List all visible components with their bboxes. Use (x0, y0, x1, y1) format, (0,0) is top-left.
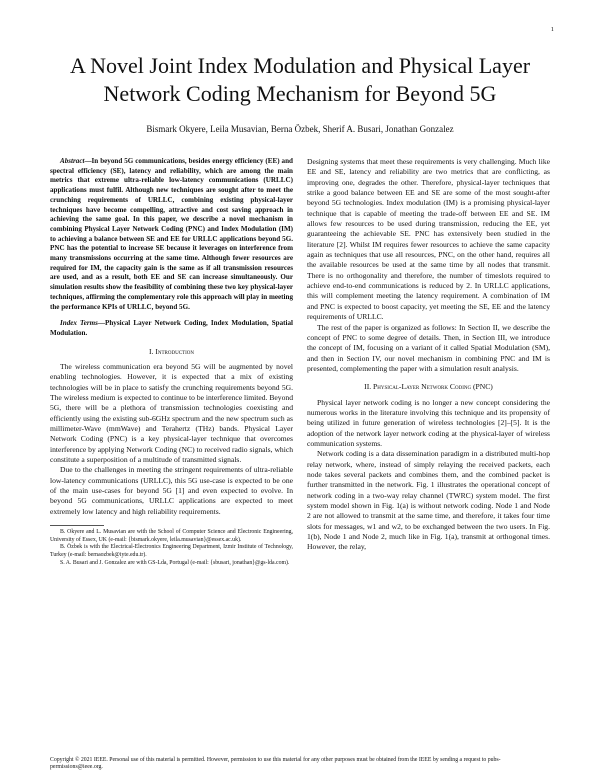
index-terms-text: Physical Layer Network Coding, Index Modulation, Spatial Modulation. (50, 319, 293, 337)
section-heading-introduction: I. Introduction (149, 346, 194, 356)
author-list: Bismark Okyere, Leila Musavian, Berna Özbek, Sherif A. Busari, Jonathan Gonzalez (146, 124, 454, 134)
intro-paragraph-4: The rest of the paper is organized as follows: In Section II, we describe the concept of PNC to some degree of details. Then, in Section III, we introduce the concept of IM, focusing on a variant of it called Spatial Modulation (SM), and then in Section IV, our novel mechanism in combining PNC and IM is presented, complementing the paper with a simulation result analysis. (307, 322, 550, 373)
left-column (50, 157, 293, 567)
pnc-paragraph-1: Physical layer network coding is no longer a new concept considering the numerous works in the literature involving this technique and its propensity of being utilized in future generation of wireless technologies [2]–[5]. It is the adoption of the network layer network coding at the physical-layer of wireless communication systems. (307, 397, 550, 448)
paper-title: A Novel Joint Index Modulation and Physical Layer Network Coding Mechanism for Beyond 5G (69, 53, 531, 106)
section-heading-pnc: II. Physical-Layer Network Coding (PNC) (364, 382, 493, 392)
page-number: 1 (550, 26, 554, 33)
footnote-2: B. Özbek is with the Electrical-Electronics Engineering Department, Izmir Institute of Technology, Turkey (e-mail: bernaozbek@iyte.edu.tr). (50, 544, 293, 558)
index-terms (50, 319, 293, 338)
intro-paragraph-1: The wireless communication era beyond 5G will be augmented by novel enabling technologies. However, it is expected that a mix of existing technologies will be in place to satisfy the crunching requirements beyond 5G. The wireless medium is expected to continue to be interference limited. Beyond 5G, there will be a plethora of transmission technologies coexisting and efficiently using the existing sub-6GHz spectrum and the new spectrum such as millimeter-Wave (mmWave) and Terahertz (THz) bands. Physical Layer Network Coding (PNC) is a key physical-layer technique that overcomes interference by applying Network Coding (NC) to received radio signals, which constitute a superposition of a multitude of transmitted signals. (50, 362, 293, 465)
footnote-3: S. A. Busari and J. Gonzalez are with GS-Lda, Portugal (e-mail: {sbusari, jonathan}@gs-lda.com). (60, 559, 290, 566)
footnote-rule (50, 525, 104, 526)
copyright-notice: Copyright © 2021 IEEE. Personal use of this material is permitted. However, permission to use this material for any other purposes must be obtained from the IEEE by sending a request to pubs-permissions@ieee.org. (50, 757, 501, 771)
abstract-text: In beyond 5G communications, besides energy efficiency (EE) and spectral efficiency (SE), latency and reliability, which are among the main metrics that extreme ultra-reliable low-latency communications (URLLC) applications must fulfil. Although new techniques are sought after to meet the crunching requirements of URLLC, combining existing physical-layer techniques have become compelling, attractive and cost saving approach in achieving the same goal. In this paper, we describe a novel mechanism in combining Physical Layer Network Coding (PNC) and Index Modulation (IM) to achieving a balance between SE and EE for URLLC applications beyond 5G. PNC has the potential to increase SE because it leverages on interference from many transmissions occurring at the same time. Although fewer resources are required for IM, the capacity gain is the same as if all transmission resources are used, and as a result, both EE and SE can increase simultaneously. Our simulation results show the feasibility of combining these two key physical-layer techniques, affirming the complementary role this approach will play in meeting the performance KPIs of URLLC, beyond 5G. (50, 157, 293, 311)
index-terms-label: Index Terms (60, 319, 98, 328)
abstract-dash: — (84, 157, 92, 165)
pnc-paragraph-2: Network coding is a data dissemination paradigm in a distributed multi-hop relay network, where, instead of simply relaying the received packets, each node takes several packets and combines them, and the combined packet is further transmitted in the network. Fig. 1 illustrates the operational concept of network coding in a two-way relay channel (TWRC) system model. The first system model shown in Fig. 1(a) is without network coding. Node 1 and Node 2 are not allowed to transmit at the same time, and therefore, it takes four time slots for messages, w1 and w2, to be exchanged between the two users. In Fig. 1(b), Node 1 and Node 2, much like in Fig. 1(a), transmit at orthogonal times. However, the relay, (307, 449, 550, 552)
index-terms-dash: — (97, 319, 106, 328)
abstract (50, 157, 293, 312)
intro-paragraph-3: Designing systems that meet these requirements is very challenging. Much like EE and SE, latency and reliability are two metrics that are conflicting, as improving one, degrades the other. Therefore, physical-layer techniques that strike a good balance between EE and SE are some of the most sought-after beyond 5G technologies. Index modulation (IM) is a promising physical-layer technique that is capable of meeting the trade-off between EE and SE. IM allows few resources to be used during transmission, reducing the EE, yet guaranteeing the achievable SE. PNC has extensively been studied in the literature [2]. Whilst IM requires fewer resources to achieve the same capacity again as techniques that use all resources, PNC, on the other hand, requires all the available resources be used at the same time by all nodes that transmit. There is no orthogonality and therefore, the number of timeslots required to achieve end-to-end communications is reduced by 2. In URLLC applications, this will complement meeting the latency requirement. A combination of IM and PNC is expected to boost capacity, yet meeting the SE, EE and the latency requirements of URLLC. (307, 157, 550, 322)
footnote-1: B. Okyere and L. Musavian are with the School of Computer Science and Electronic Engineering, University of Essex, UK (e-mail: {bismark.okyere, leila.musavian}@essex.ac.uk). (50, 529, 293, 543)
right-column (307, 157, 550, 553)
abstract-label: Abstract (60, 157, 85, 165)
intro-paragraph-2: Due to the challenges in meeting the stringent requirements of ultra-reliable low-latency communications (URLLC), this 5G use-case is expected to be one of the main use-cases for beyond 5G [1] and even expected to evolve. In beyond 5G communications, URLLC applications are expected to meet extremely low latency and high reliability requirements. (50, 465, 293, 516)
